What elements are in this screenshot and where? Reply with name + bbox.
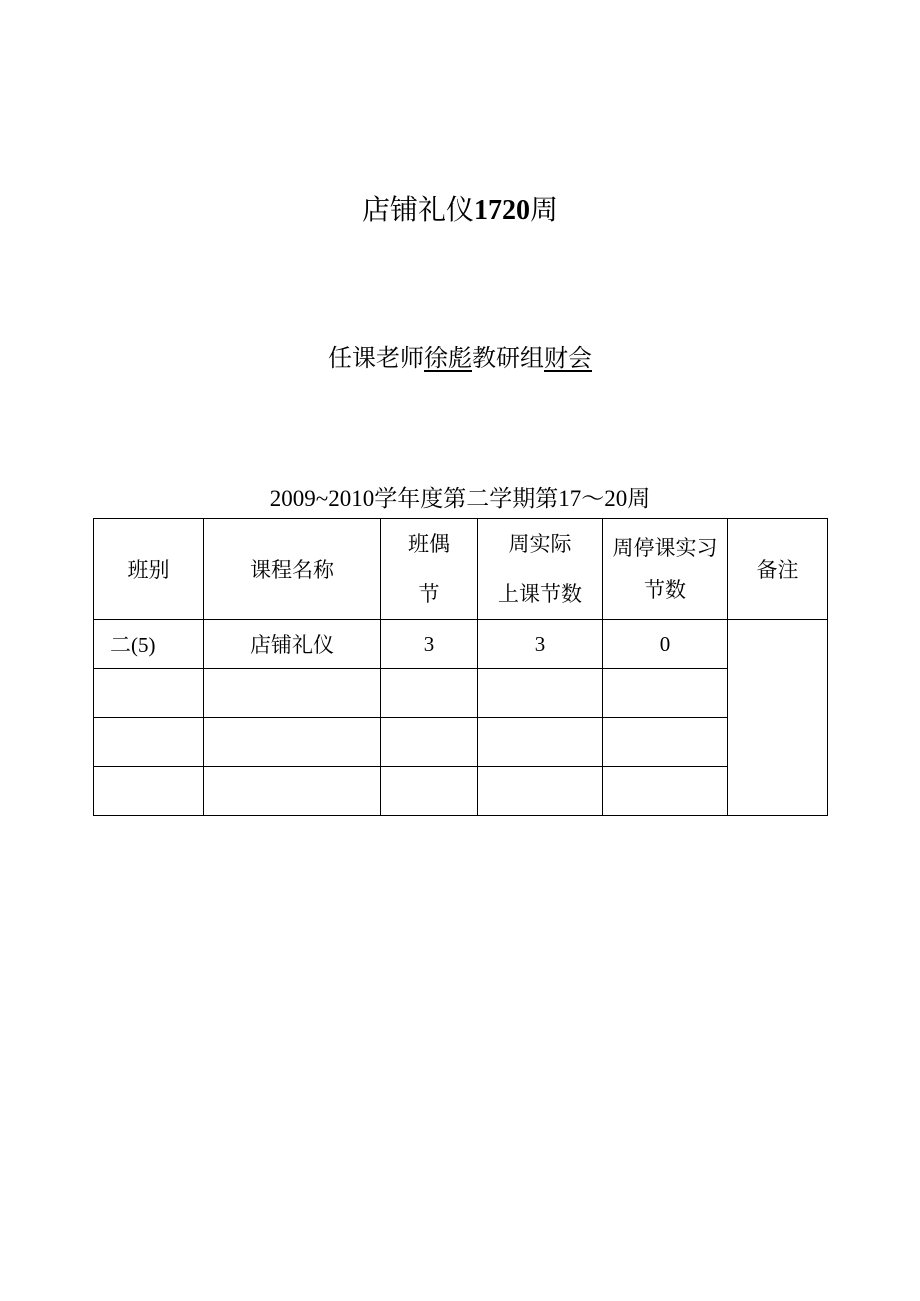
table-row [94, 669, 828, 718]
cell-periods [381, 767, 478, 816]
cell-actual: 3 [478, 620, 603, 669]
teacher-label: 任课老师 [328, 344, 424, 372]
header-class: 班别 [94, 519, 204, 620]
cell-suspended [603, 669, 728, 718]
group-label: 教研组 [472, 344, 544, 372]
header-periods-line2: 节 [418, 582, 440, 606]
table-row [94, 767, 828, 816]
term-years: 2009~2010 [269, 486, 375, 511]
term-week-range: 17～20 [558, 486, 628, 511]
cell-actual [478, 669, 603, 718]
term-semester: 学年度第二学期第 [374, 486, 559, 512]
cell-actual [478, 718, 603, 767]
title-prefix: 店铺礼仪 [361, 193, 474, 226]
cell-class [94, 669, 204, 718]
term-line [0, 482, 920, 516]
cell-course [204, 767, 381, 816]
header-periods [381, 519, 478, 620]
header-course: 课程名称 [204, 519, 381, 620]
cell-course: 店铺礼仪 [204, 620, 381, 669]
teacher-name: 徐彪 [424, 344, 472, 372]
document-title [0, 190, 920, 231]
cell-course [204, 718, 381, 767]
header-remarks: 备注 [728, 519, 828, 620]
cell-suspended [603, 767, 728, 816]
teacher-info-line [0, 340, 920, 376]
cell-periods [381, 669, 478, 718]
title-suffix: 周 [530, 193, 559, 226]
table-row [94, 620, 828, 669]
header-suspended-line1: 周停课实习 [612, 536, 718, 560]
cell-class [94, 767, 204, 816]
header-periods-line1: 班偶 [408, 532, 450, 556]
table-row [94, 718, 828, 767]
cell-actual [478, 767, 603, 816]
cell-suspended [603, 718, 728, 767]
header-actual [478, 519, 603, 620]
header-suspended [603, 519, 728, 620]
cell-periods [381, 718, 478, 767]
cell-remarks [728, 620, 828, 816]
header-actual-line1: 周实际 [508, 532, 572, 556]
cell-class [94, 718, 204, 767]
header-actual-line2: 上课节数 [498, 582, 582, 606]
cell-course [204, 669, 381, 718]
term-week-unit: 周 [627, 486, 651, 512]
cell-suspended: 0 [603, 620, 728, 669]
group-name: 财会 [544, 344, 592, 372]
schedule-table [93, 518, 828, 816]
table-header-row [94, 519, 828, 620]
cell-class: 二(5) [94, 620, 204, 669]
header-suspended-line2: 节数 [644, 578, 686, 602]
cell-periods: 3 [381, 620, 478, 669]
title-weeks: 1720 [474, 195, 530, 226]
